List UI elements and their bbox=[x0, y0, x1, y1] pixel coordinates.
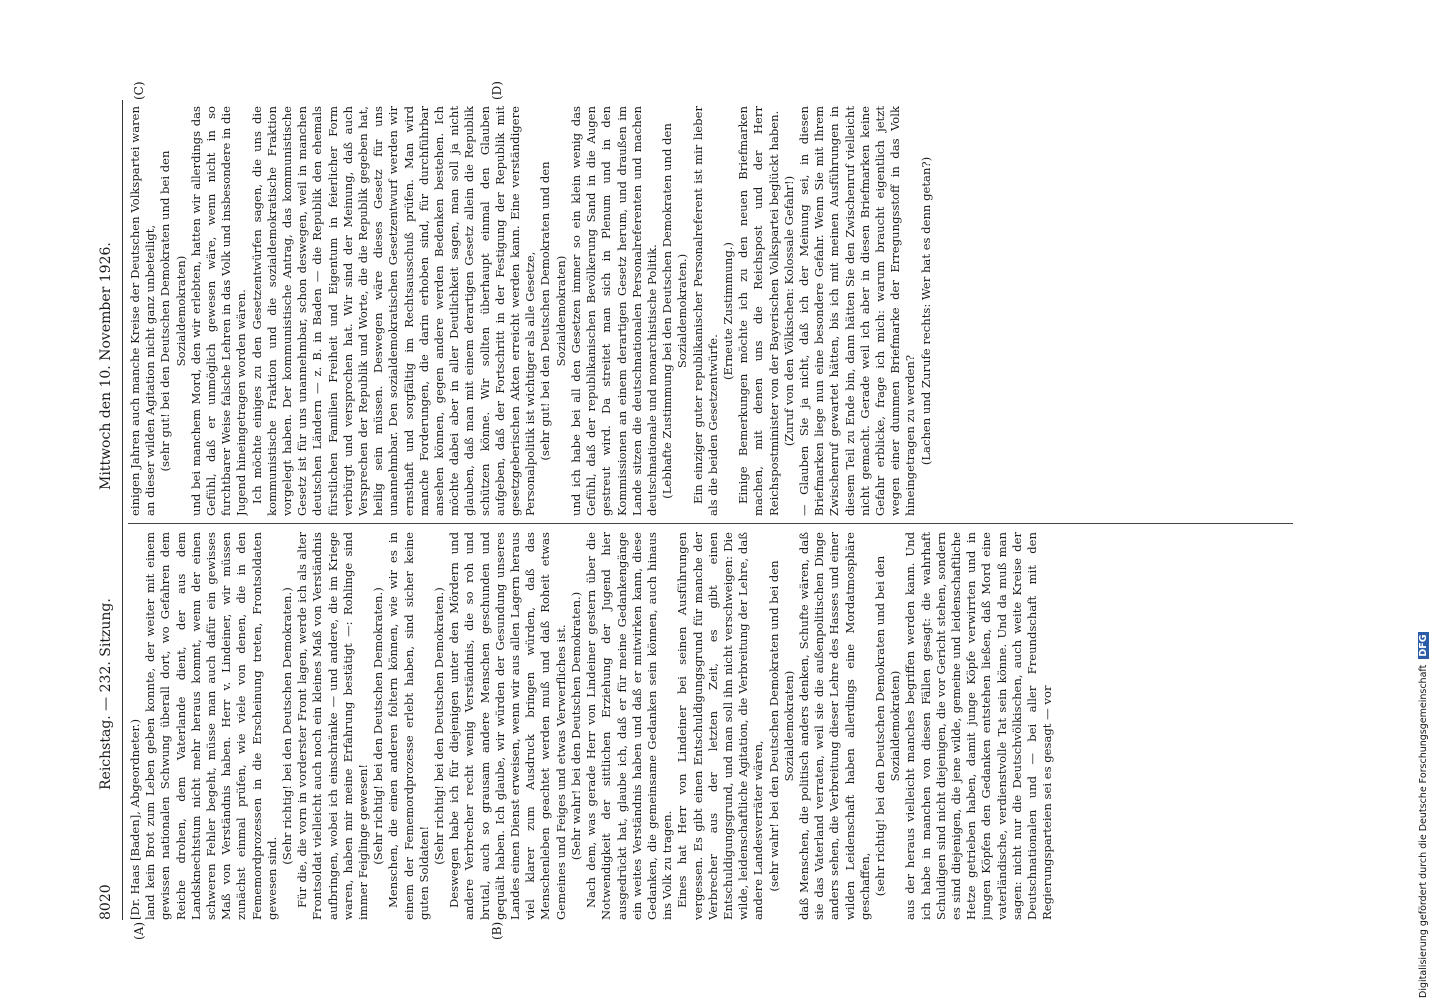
interjection: (Sehr richtig! bei den Deutschen Demokraten.) bbox=[280, 587, 295, 865]
left-text-column bbox=[128, 532, 1298, 920]
paragraph: Ein einziger guter republikanischer Personalreferent ist mir lieber als die beiden Gesetzentwürfe. bbox=[690, 106, 720, 516]
margin-marker-b: (B) bbox=[490, 921, 504, 940]
interjection: (Lebhafte Zustimmung bei den Deutschen Demokraten und den Sozialdemokraten.) bbox=[660, 123, 690, 499]
paragraph: daß Menschen, die politisch anders denken, Schufte wären, daß sie das Vaterland verraten, weil sie die außenpolitischen Dinge anders sehen, die Verbreitung dieser Lehre des Hasses und einer wilden Leidenschaft haben allerdings eine Mordatmosphäre geschaffen, bbox=[796, 532, 872, 920]
interjection: (sehr gut! bei den Deutschen Demokraten und bei den Sozialdemokraten) bbox=[158, 150, 188, 472]
digitization-credit bbox=[1418, 632, 1429, 998]
interjection: (Sehr wahr! bei den Deutschen Demokraten.) bbox=[568, 591, 583, 861]
paragraph: Nach dem, was gerade Herr von Lindeiner gestern über die Notwendigkeit der sittlichen Erziehung der Jugend hier ausgedrückt hat, glaube ich, daß er für meine Gedankengänge ein weites Verständnis haben und daß er mitwirken kann, diese Gedanken, die gemeinsame Gedanken sein können, auch hinaus ins Volk zu tragen. bbox=[584, 532, 675, 920]
header-left-title: Reichstag. — 232. Sitzung. bbox=[98, 598, 114, 790]
paragraph: und ich habe bei all den Gesetzen immer so ein klein wenig das Gefühl, daß der republikanischen Bevölkerung Sand in die Augen gestreut wird. Da streitet man sich in Plenum und in den Kommissionen an einem derartigen Gesetz herum, und draußen im Lande sitzen die deutschnationalen Personalreferenten und machen deutschnationale und monarchistische Politik. bbox=[568, 106, 659, 516]
margin-marker-c: (C) bbox=[132, 81, 146, 100]
paragraph: aus der heraus vielleicht manches begriffen werden kann. Und ich habe in manchen von diesen Fällen gesagt: die wahrhaft Schuldigen sind nicht diejenigen, die vor Gericht stehen, sondern es sind diejenigen, die jene wilde, gemeine und leidenschaftliche Hetze getrieben haben, damit junge Köpfe verwirrten und in jungen Köpfen den Gedanken entstehen ließen, daß Mord eine vaterländische, verdienstvolle Tat sein könne. Und da muß man sagen: nicht nur die Deutschvölkischen, auch weite Kreise der Deutschnationalen und — bei aller Freundschaft mit den Regierungsparteien sei es gesagt — vor bbox=[903, 532, 1055, 920]
header-right-title: Mittwoch den 10. November 1926. bbox=[98, 242, 114, 490]
interjection: (sehr richtig! bei den Deutschen Demokraten und bei den Sozialdemokraten) bbox=[872, 555, 903, 897]
interjection: (sehr gut! bei den Deutschen Demokraten und den Sozialdemokraten) bbox=[538, 161, 568, 461]
margin-marker-d: (D) bbox=[490, 81, 504, 100]
paragraph: land kein Brot zum Leben geben konnte, der weiter mit einem gewissen nationalen Schwung überall dort, wo Gefahren dem Reiche drohen, dem Vaterlande dient, der aus dem Landsknechtstum nicht mehr heraus kommt, wenn der einen schweren Fehler begeht, müsse man auch dafür ein gewisses Maß von Verständnis haben. Herr v. Lindeiner, wir müssen zunächst einmal prüfen, wie viele von denen, die in den Fememordprozessen in die Erscheinung treten, Frontsoldaten gewesen sind. bbox=[143, 532, 279, 920]
interjection: (Zuruf von den Völkischen: Kolossale Gefahr!) bbox=[781, 175, 796, 447]
interjection: (Sehr richtig! bei den Deutschen Demokraten.) bbox=[432, 587, 447, 865]
page-number: 8020 bbox=[98, 884, 114, 920]
column-divider bbox=[128, 523, 1293, 524]
rotated-page bbox=[98, 81, 1303, 940]
paragraph: [Dr. Haas [Baden], Abgeordneter.) bbox=[128, 719, 142, 920]
page-header bbox=[98, 100, 120, 920]
paragraph: und bei manchem Mord, den wir erlebten, hatten wir allerdings das Gefühl, daß er unmöglich gewesen wäre, wenn nicht in so furchtbarer Weise falsche Lehren in das Volk und insbesondere in die Jugend hineingetragen worden wären. bbox=[188, 106, 249, 516]
paragraph: Deswegen habe ich für diejenigen unter den Mördern und andere Verbrecher recht wenig Verständnis, die so roh und brutal, auch so grausam andere Menschen geschunden und gequält haben. Ich glaube, wir würden der Gesundung unseres Landes einen Dienst erweisen, wenn wir aus allen Lagern heraus viel klarer zum Ausdruck bringen würden, daß das Menschenleben geachtet werden muß und daß Roheit etwas Gemeines und Feiges und etwas Verwerfliches ist. bbox=[447, 532, 568, 920]
paragraph: Eines hat Herr von Lindeiner bei seinen Ausführungen vergessen. Es gibt einen Entschuldigungsgrund für manche der Verbrecher aus der letzten Zeit, es gibt einen Entschuldigungsgrund, und man soll ihn nicht verschweigen: Die wilde, leidenschaftliche Agitation, die Verbreitung der Lehre, daß andere Landesverräter wären, bbox=[675, 532, 766, 920]
margin-marker-a: (A) bbox=[132, 921, 146, 940]
interjection: (sehr wahr! bei den Deutschen Demokraten und bei den Sozialdemokraten) bbox=[766, 560, 796, 892]
header-rule bbox=[122, 100, 123, 920]
paragraph: einigen Jahren auch manche Kreise der Deutschen Volkspartei waren an dieser wilden Agitation nicht ganz unbeteiligt, bbox=[128, 106, 158, 516]
paragraph: Einige Bemerkungen möchte ich zu den neuen Briefmarken machen, mit denen uns die Reichspost und der Herr Reichspostminister von der Bayerischen Volkspartei beglückt haben. bbox=[736, 106, 781, 516]
paragraph: Ich möchte einiges zu den Gesetzentwürfen sagen, die uns die kommunistische Fraktion und die sozialdemokratische Fraktion vorgelegt haben. Der kommunistische Antrag, das kommunistische Gesetz ist für uns unannehmbar, schon deswegen, weil in manchen deutschen Ländern — z. B. in Baden — die Republik den ehemals fürstlichen Familien Freiheit und Eigentum in feierlicher Form verbürgt und versprochen hat. Wir sind der Meinung, daß auch Versprechen der Republik und Worte, die die Republik gegeben hat, heilig sein müssen. Deswegen wäre dieses Gesetz für uns unannehmbar. Den sozialdemokratischen Gesetzentwurf werden wir ernsthaft und sorgfältig im Rechtsausschuß prüfen. Man wird manche Forderungen, die darin erhoben sind, für durchführbar ansehen können, gegen andere werden Bedenken bestehen. Ich möchte dabei aber in aller Deutlichkeit sagen, man soll ja nicht glauben, daß man mit einem derartigen Gesetz allein die Republik schützen könne. Wir sollten überhaupt einmal den Glauben aufgeben, daß der Fortschritt in der Festigung der Republik mit gesetzgeberischen Akten erreicht werden kann. Eine verständigere Personalpolitik ist wichtiger als alle Gesetze, bbox=[249, 106, 538, 516]
paragraph: Für die, die vorn in vorderster Front lagen, werde ich als alter Frontsoldat vielleicht auch noch ein kleines Maß von Verständnis aufbringen, wobei ich einschränke — und andere, die im Kriege waren, haben mir meine Erfahrung bestätigt —: Rohlinge sind immer Feiglinge gewesen! bbox=[295, 532, 371, 920]
paragraph: — Glauben Sie ja nicht, daß ich der Meinung sei, in diesen Briefmarken liege nun eine besondere Gefahr. Wenn Sie mit Ihrem Zwischenruf gewartet hätten, bis ich mit meinen Ausführungen in diesem Teil zu Ende bin, dann hätten Sie den Zwischenruf vielleicht nicht gemacht. Gerade weil ich aber in diesen Briefmarken keine Gefahr erblicke, frage ich mich: warum braucht eigentlich jetzt wegen einer dummen Briefmarke der Erregungsstoff in das Volk hineingetragen zu werden? bbox=[796, 106, 918, 516]
interjection: (Lachen und Zurufe rechts: Wer hat es denn getan?) bbox=[918, 156, 933, 466]
interjection: (Erneute Zustimmung.) bbox=[720, 242, 735, 380]
dfg-logo: DFG bbox=[1418, 634, 1429, 657]
right-text-column bbox=[128, 106, 1298, 516]
credit-text: Digitalisierung gefördert durch die Deutsche Forschungsgemeinschaft bbox=[1418, 664, 1429, 998]
paragraph: Menschen, die einen anderen foltern können, wie wir es in einem der Fememordprozesse erlebt haben, sind sicher keine guten Soldaten! bbox=[386, 532, 431, 920]
interjection: (Sehr richtig! bei den Deutschen Demokraten.) bbox=[371, 587, 386, 865]
